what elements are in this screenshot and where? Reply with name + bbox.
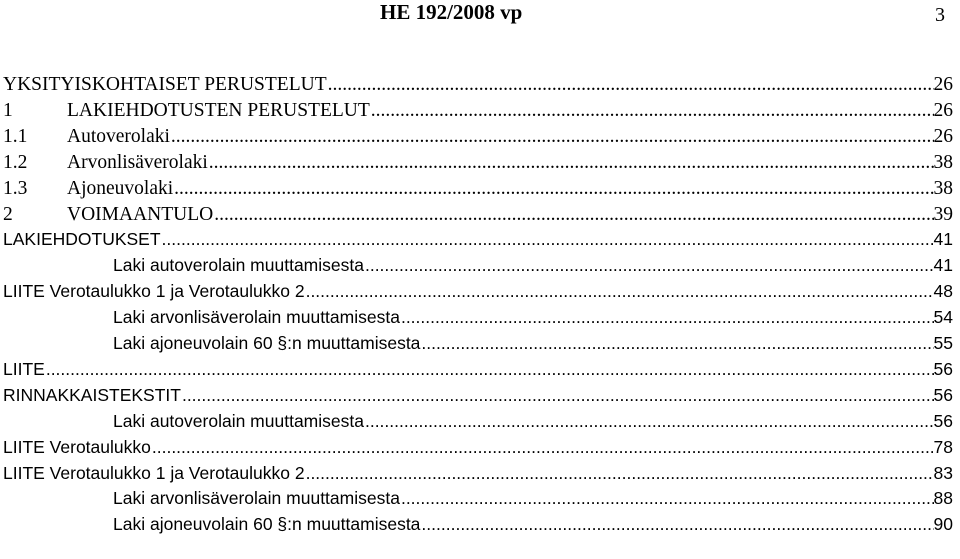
toc-entry-label: Laki ajoneuvolain 60 §:n muuttamisesta xyxy=(113,514,421,535)
toc-entry-label: YKSITYISKOHTAISET PERUSTELUT xyxy=(3,74,327,95)
toc-entry-title xyxy=(0,204,213,226)
toc-entry-title xyxy=(0,281,305,302)
document-id: HE 192/2008 vp xyxy=(380,0,523,24)
toc-leader-dots xyxy=(400,307,934,328)
page-number: 3 xyxy=(935,4,945,26)
toc-entry[interactable] xyxy=(0,255,953,281)
toc-entry[interactable] xyxy=(0,437,953,463)
toc-entry[interactable] xyxy=(0,385,953,411)
toc-entry-title xyxy=(0,307,400,328)
toc-entry-page: 26 xyxy=(933,74,953,95)
toc-entry-label: LAKIEHDOTUSTEN PERUSTELUT xyxy=(67,99,370,121)
toc-entry-title xyxy=(0,178,173,200)
toc-entry[interactable] xyxy=(0,229,953,255)
toc-entry-page: 41 xyxy=(933,255,953,276)
page-header xyxy=(0,0,960,30)
toc-entry[interactable] xyxy=(0,126,953,152)
toc-entry-page: 54 xyxy=(933,307,953,328)
toc-entry-page: 39 xyxy=(933,203,953,225)
toc-entry-title xyxy=(0,255,364,276)
toc-entry-number: 2 xyxy=(3,203,13,225)
toc-entry-title xyxy=(0,411,364,432)
toc-entry-page: 56 xyxy=(933,358,953,379)
toc-entry-label: Laki autoverolain muuttamisesta xyxy=(113,255,364,276)
toc-entry-number: 1 xyxy=(3,99,13,121)
toc-leader-dots xyxy=(208,152,934,174)
toc-entry[interactable] xyxy=(0,411,953,437)
toc-leader-dots xyxy=(181,385,934,406)
toc-entry[interactable] xyxy=(0,359,953,385)
toc-entry-page: 56 xyxy=(933,384,953,405)
toc-entry[interactable] xyxy=(0,514,953,540)
toc-leader-dots xyxy=(161,229,934,250)
toc-entry-page: 83 xyxy=(933,462,953,483)
toc-entry[interactable] xyxy=(0,333,953,359)
toc-entry-label: Autoverolaki xyxy=(67,125,170,147)
toc-entry-page: 26 xyxy=(933,99,953,121)
toc-entry-page: 88 xyxy=(933,488,953,509)
toc-entry-title xyxy=(0,333,420,354)
toc-leader-dots xyxy=(400,488,934,509)
toc-entry[interactable] xyxy=(0,307,953,333)
toc-entry-label: Laki autoverolain muuttamisesta xyxy=(113,410,364,431)
toc-entry-page: 56 xyxy=(933,410,953,431)
toc-leader-dots xyxy=(364,255,934,276)
toc-entry[interactable] xyxy=(0,488,953,514)
toc-entry-label: Arvonlisäverolaki xyxy=(67,151,208,173)
toc-leader-dots xyxy=(305,281,934,302)
toc-entry-title xyxy=(0,514,420,535)
toc-entry-number: 1.1 xyxy=(3,125,28,147)
toc-entry[interactable] xyxy=(0,178,953,204)
toc-entry-page: 90 xyxy=(933,514,953,535)
toc-entry-title xyxy=(0,385,181,406)
toc-entry-title xyxy=(0,152,208,174)
toc-entry-label: LIITE Verotaulukko xyxy=(3,436,151,457)
toc-leader-dots xyxy=(45,359,934,380)
toc-entry-label: RINNAKKAISTEKSTIT xyxy=(3,384,181,405)
toc-leader-dots xyxy=(213,204,933,226)
toc-entry[interactable] xyxy=(0,281,953,307)
toc-entry-number: 1.3 xyxy=(3,177,28,199)
toc-entry-label: Laki arvonlisäverolain muuttamisesta xyxy=(113,488,400,509)
toc-leader-dots xyxy=(151,437,934,458)
toc-entry-title xyxy=(0,359,45,380)
toc-entry-number: 1.2 xyxy=(3,151,28,173)
toc-entry-label: Laki arvonlisäverolain muuttamisesta xyxy=(113,307,400,328)
toc-entry-label: LIITE Verotaulukko 1 ja Verotaulukko 2 xyxy=(3,281,305,302)
toc-entry[interactable] xyxy=(0,152,953,178)
toc-entry-page: 55 xyxy=(933,333,953,353)
toc-entry-title xyxy=(0,463,305,484)
toc-leader-dots xyxy=(305,463,934,484)
toc-entry[interactable] xyxy=(0,463,953,489)
toc-leader-dots xyxy=(420,514,933,535)
toc-entry[interactable] xyxy=(0,74,953,100)
toc-entry-label: LIITE Verotaulukko 1 ja Verotaulukko 2 xyxy=(3,462,305,483)
toc-entry-page: 48 xyxy=(933,281,953,302)
toc-entry-title xyxy=(0,126,170,148)
toc-leader-dots xyxy=(327,74,934,96)
toc-entry-page: 78 xyxy=(933,436,953,457)
toc-leader-dots xyxy=(370,100,934,122)
toc-entry[interactable] xyxy=(0,100,953,126)
toc-entry-title xyxy=(0,74,327,96)
toc-entry-page: 41 xyxy=(933,229,953,250)
toc-leader-dots xyxy=(170,126,934,148)
toc-entry[interactable] xyxy=(0,204,953,230)
toc-leader-dots xyxy=(420,333,933,354)
toc-entry-title xyxy=(0,229,161,250)
toc-entry-page: 38 xyxy=(933,177,953,199)
toc-entry-label: VOIMAANTULO xyxy=(67,203,214,225)
toc-entry-title xyxy=(0,100,370,122)
toc-entry-title xyxy=(0,488,400,509)
toc-entry-label: LIITE xyxy=(3,358,45,379)
toc-entry-label: Ajoneuvolaki xyxy=(67,177,174,199)
toc-entry-page: 26 xyxy=(933,125,953,147)
toc-entry-title xyxy=(0,437,151,458)
toc-leader-dots xyxy=(173,178,933,200)
toc-leader-dots xyxy=(364,411,934,432)
toc-entry-page: 38 xyxy=(933,151,953,173)
toc-entry-label: LAKIEHDOTUKSET xyxy=(3,229,161,250)
toc-entry-label: Laki ajoneuvolain 60 §:n muuttamisesta xyxy=(113,333,421,353)
